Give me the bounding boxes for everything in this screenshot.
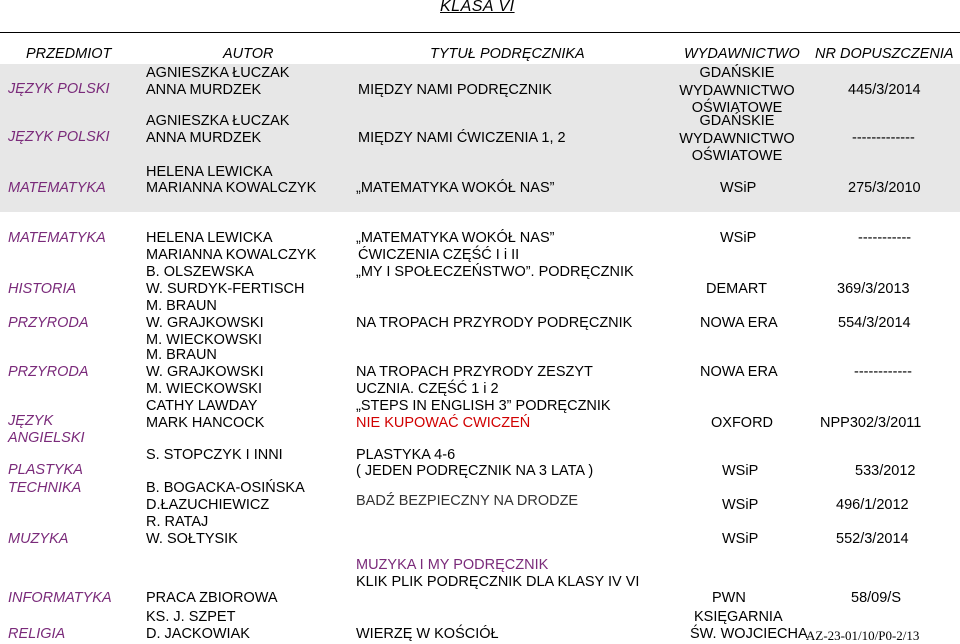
approval-cell: 533/2012 [855,463,916,479]
warning-note: NIE KUPOWAĆ CWICZEŃ [356,415,531,431]
subject-cell: PLASTYKA [8,462,83,478]
publisher-line: OŚWIATOWE [691,148,783,164]
approval-cell: 445/3/2014 [848,82,921,98]
author-cell: D. JACKOWIAK [146,626,250,642]
approval-cell: ----------- [858,230,912,246]
author-cell: M. BRAUN [146,298,217,314]
publisher-line: OŚWIATOWE [691,100,783,116]
author-cell: R. RATAJ [146,514,209,530]
author-cell: W. GRAJKOWSKI [146,364,264,380]
approval-cell: 554/3/2014 [838,315,911,331]
author-cell: KS. J. SZPET [146,609,236,625]
book-cell: „MATEMATYKA WOKÓŁ NAS” [356,180,555,196]
author-cell: HELENA LEWICKA [146,164,273,180]
author-cell: M. WIECKOWSKI [146,332,262,348]
book-cell: WIERZĘ W KOŚCIÓŁ [356,626,499,642]
author-cell: AGNIESZKA ŁUCZAK [146,113,290,129]
subject-cell: JĘZYK POLSKI [8,81,110,97]
publisher-line: GDAŃSKIE [699,113,775,129]
approval-cell: ------------- [852,130,915,146]
subject-cell: TECHNIKA [8,480,82,496]
approval-cell: 496/1/2012 [836,497,909,513]
publisher-cell: DEMART [706,281,767,297]
publisher-cell: KSIĘGARNIA [694,609,783,625]
publisher-cell [662,113,812,166]
author-cell: ANNA MURDZEK [146,82,262,98]
book-cell: MIĘDZY NAMI PODRĘCZNIK [358,82,552,98]
author-cell: S. STOPCZYK I INNI [146,447,283,463]
author-cell: MARK HANCOCK [146,415,265,431]
approval-cell: 275/3/2010 [848,180,921,196]
approval-cell: ------------ [854,364,912,380]
subject-cell: JĘZYK [8,413,54,429]
approval-cell: 369/3/2013 [837,281,910,297]
author-cell: CATHY LAWDAY [146,398,258,414]
header-book: TYTUŁ PODRĘCZNIKA [430,46,585,62]
author-cell: M. WIECKOWSKI [146,381,262,397]
publisher-line: GDAŃSKIE [699,65,775,81]
publisher-cell: WSiP [722,531,759,547]
subject-cell: JĘZYK POLSKI [8,129,110,145]
subject-cell: INFORMATYKA [8,590,112,606]
subject-cell: ANGIELSKI [8,430,85,446]
approval-cell: 58/09/S [851,590,901,606]
book-cell: NA TROPACH PRZYRODY PODRĘCZNIK [356,315,633,331]
header-approval: NR DOPUSZCZENIA [815,46,954,62]
publisher-line: WYDAWNICTWO [679,82,795,99]
author-cell: PRACA ZBIOROWA [146,590,278,606]
author-cell: D.ŁAZUCHIEWICZ [146,497,270,513]
author-cell: B. BOGACKA-OSIŃSKA [146,480,305,496]
publisher-cell: NOWA ERA [700,315,778,331]
subject-cell: HISTORIA [8,281,77,297]
author-cell: W. GRAJKOWSKI [146,315,264,331]
approval-cell: 552/3/2014 [836,531,909,547]
header-publisher: WYDAWNICTWO [684,46,800,62]
subject-cell: PRZYRODA [8,364,89,380]
book-cell: „STEPS IN ENGLISH 3” PODRĘCZNIK [356,398,611,414]
subject-cell: MATEMATYKA [8,230,106,246]
publisher-cell [662,65,812,118]
subject-cell: MATEMATYKA [8,180,106,196]
book-cell: UCZNIA. CZĘŚĆ 1 i 2 [356,381,499,397]
publisher-cell: WSiP [722,497,759,513]
author-cell: W. SURDYK-FERTISCH [146,281,305,297]
book-cell: ( JEDEN PODRĘCZNIK NA 3 LATA ) [356,463,594,479]
subject-cell: MUZYKA [8,531,69,547]
publisher-cell: WSiP [720,230,757,246]
book-cell: „MATEMATYKA WOKÓŁ NAS” [356,230,555,246]
author-cell: B. OLSZEWSKA [146,264,254,280]
book-cell: PLASTYKA 4-6 [356,447,456,463]
author-cell: ANNA MURDZEK [146,130,262,146]
subject-cell: RELIGIA [8,626,66,642]
author-cell: MARIANNA KOWALCZYK [146,180,317,196]
author-cell: AGNIESZKA ŁUCZAK [146,65,290,81]
book-cell: NA TROPACH PRZYRODY ZESZYT [356,364,593,380]
publisher-cell: NOWA ERA [700,364,778,380]
book-cell: KLIK PLIK PODRĘCZNIK DLA KLASY IV VI [356,574,640,590]
table-header [0,32,960,65]
author-cell: W. SOŁTYSIK [146,531,238,547]
publisher-cell: WSiP [722,463,759,479]
author-cell: HELENA LEWICKA [146,230,273,246]
publisher-cell: OXFORD [711,415,774,431]
approval-cell: NPP302/3/2011 [820,415,922,431]
book-cell: MUZYKA I MY PODRĘCZNIK [356,557,549,573]
header-author: AUTOR [223,46,274,62]
book-cell: MIĘDZY NAMI ĆWICZENIA 1, 2 [358,130,566,146]
publisher-line: WYDAWNICTWO [679,130,795,147]
book-cell: „MY I SPOŁECZEŃSTWO”. PODRĘCZNIK [356,264,634,280]
book-cell: ĆWICZENIA CZĘŚĆ I i II [358,247,520,263]
page-title: KLASA VI [440,0,515,15]
book-cell: BADŹ BEZPIECZNY NA DRODZE [356,493,579,509]
author-cell: MARIANNA KOWALCZYK [146,247,317,263]
publisher-cell: PWN [712,590,746,606]
author-cell: M. BRAUN [146,347,217,363]
publisher-cell: ŚW. WOJCIECHA [690,626,808,642]
publisher-cell: WSiP [720,180,757,196]
approval-cell: AZ-23-01/10/P0-2/13 [806,628,920,643]
subject-cell: PRZYRODA [8,315,89,331]
header-subject: PRZEDMIOT [26,46,112,62]
